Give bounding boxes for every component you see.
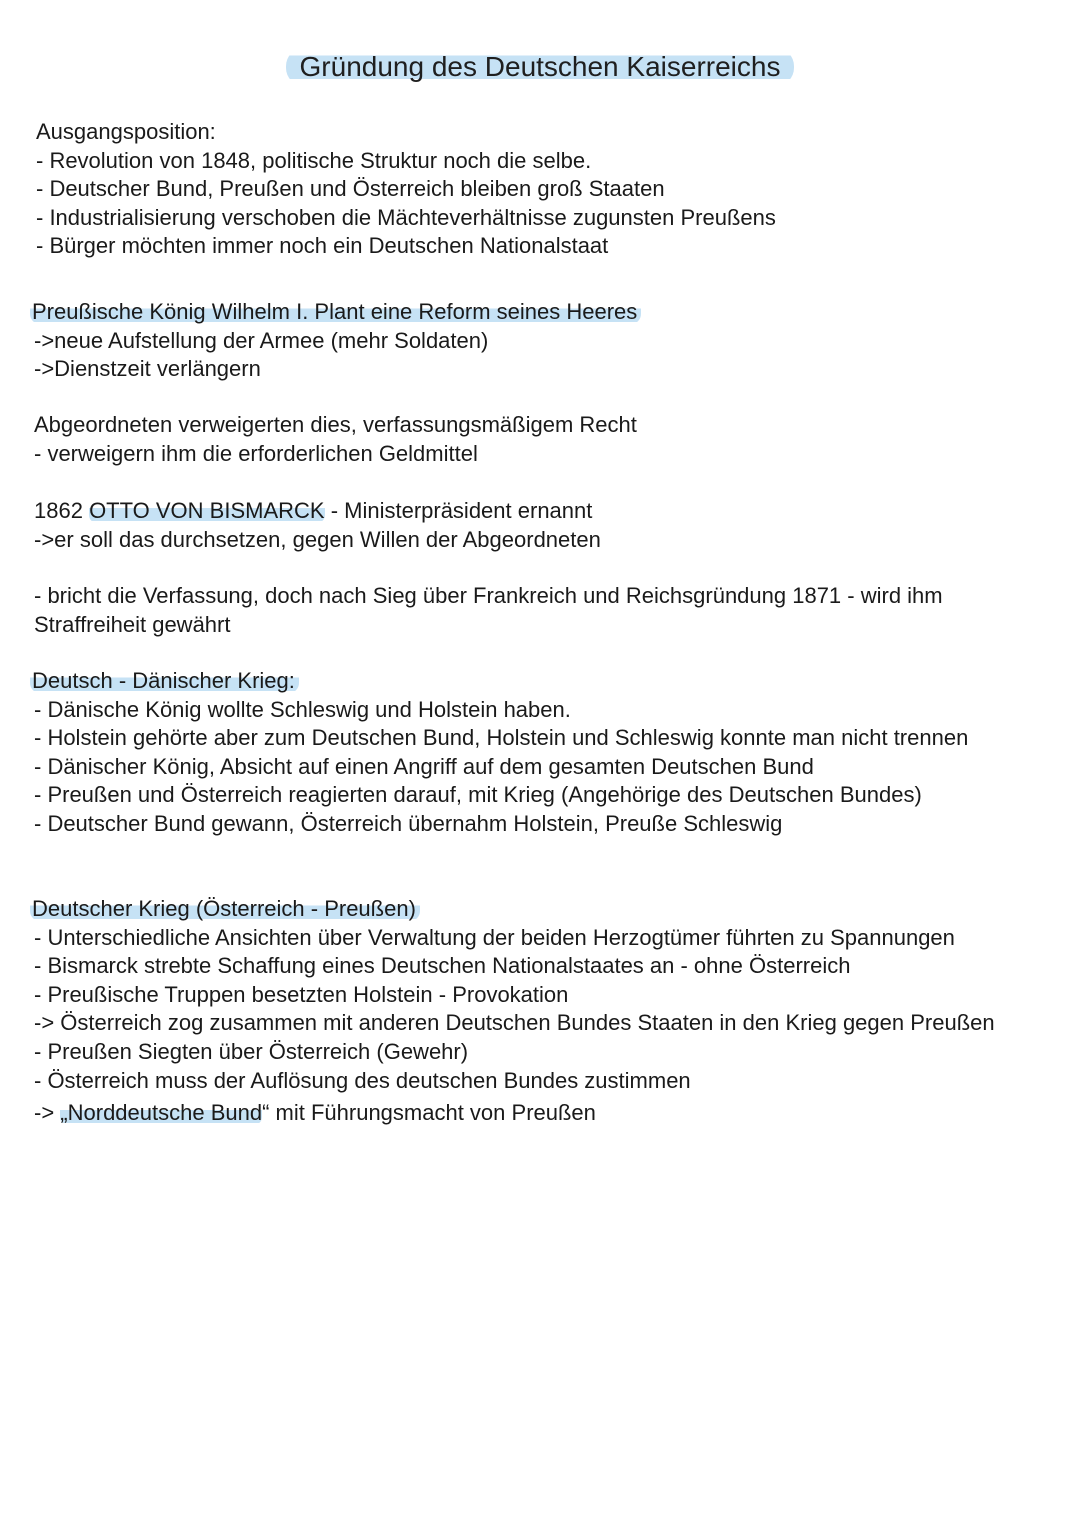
bismarck-rest: - Ministerpräsident ernannt (324, 498, 593, 523)
section-ausgangsposition (36, 118, 1046, 261)
list-item: - Preußen Siegten über Österreich (Gewehr) (34, 1038, 469, 1064)
list-item: - Bürger möchten immer noch ein Deutschen Nationalstaat (36, 233, 609, 259)
section-deutscher-krieg (34, 895, 1044, 1128)
list-item: - Deutscher Bund gewann, Österreich übernahm Holstein, Preuße Schleswig (34, 810, 783, 836)
paragraph-line: - bricht die Verfassung, doch nach Sieg über Frankreich und Reichsgründung 1871 - wird ihm Straffreiheit gewährt (34, 583, 949, 637)
list-item: ->Dienstzeit verlängern (34, 356, 261, 382)
list-item (34, 1099, 1044, 1128)
list-item: ->neue Aufstellung der Armee (mehr Soldaten) (34, 327, 489, 353)
list-item: - Holstein gehörte aber zum Deutschen Bund, Holstein und Schleswig konnte man nicht trennen (34, 725, 969, 751)
list-item: ->er soll das durchsetzen, gegen Willen der Abgeordneten (34, 526, 601, 552)
section-daenischer-krieg (34, 667, 1044, 839)
last-prefix: -> (34, 1100, 61, 1126)
page-title: Gründung des Deutschen Kaiserreichs (286, 48, 795, 86)
list-item: - Dänische König wollte Schleswig und Holstein haben. (34, 696, 571, 722)
section-heading: Deutscher Krieg (Österreich - Preußen) (30, 896, 420, 921)
last-suffix: “ mit Führungsmacht von Preußen (262, 1100, 596, 1126)
paragraph-line: Abgeordneten verweigerten dies, verfassungsmäßigem Recht (34, 412, 637, 437)
list-item: - Preußische Truppen besetzten Holstein - Provokation (34, 981, 569, 1007)
section-heading: Ausgangsposition: (36, 119, 216, 144)
section-heeresreform (34, 298, 1044, 384)
list-item: -> Österreich zog zusammen mit anderen Deutschen Bundes Staaten in den Krieg gegen Preußen (34, 1010, 995, 1036)
list-item: - Dänischer König, Absicht auf einen Angriff auf dem gesamten Deutschen Bund (34, 753, 814, 779)
section-heading: Deutsch - Dänischer Krieg: (30, 668, 299, 693)
list-item: - Preußen und Österreich reagierten darauf, mit Krieg (Angehörige des Deutschen Bundes) (34, 782, 922, 808)
bismarck-name: OTTO VON BISMARCK (89, 498, 325, 523)
list-item: - Österreich muss der Auflösung des deutschen Bundes zustimmen (34, 1067, 691, 1093)
norddeutscher-bund-highlight: „Norddeutsche Bund (60, 1100, 263, 1126)
list-item: - Deutscher Bund, Preußen und Österreich bleiben groß Staaten (36, 176, 665, 202)
title-container (0, 48, 1080, 86)
list-item: - verweigern ihm die erforderlichen Geldmittel (34, 440, 478, 466)
section-abgeordnete (34, 411, 1044, 468)
list-item: - Unterschiedliche Ansichten über Verwaltung der beiden Herzogtümer führten zu Spannungen (34, 924, 955, 950)
list-item: - Bismarck strebte Schaffung eines Deutschen Nationalstaates an - ohne Österreich (34, 953, 851, 979)
paragraph-line (34, 497, 1044, 526)
section-heading: Preußische König Wilhelm I. Plant eine Reform seines Heeres (30, 299, 641, 324)
bismarck-year: 1862 (34, 498, 90, 523)
section-bismarck (34, 497, 1044, 554)
list-item: - Industrialisierung verschoben die Mächteverhältnisse zugunsten Preußens (36, 204, 776, 230)
section-verfassung (34, 582, 1024, 639)
list-item: - Revolution von 1848, politische Struktur noch die selbe. (36, 147, 592, 173)
